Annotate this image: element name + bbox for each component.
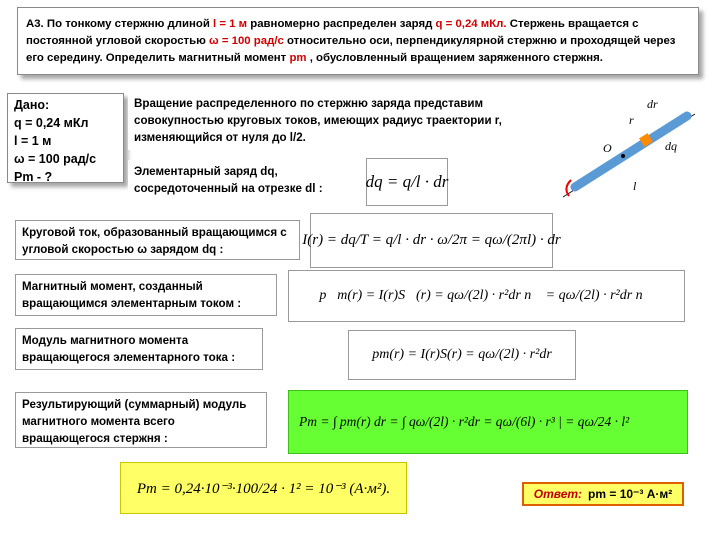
problem-text-1: По тонкому стержню длиной bbox=[46, 18, 210, 30]
axis-point bbox=[621, 154, 625, 158]
rod-diagram bbox=[555, 92, 705, 210]
step-5-text: Модуль магнитного момента вращающегося элементарного тока : bbox=[15, 328, 263, 370]
rod-diagram-svg bbox=[555, 92, 705, 210]
given-pm: Pm - ? bbox=[14, 170, 53, 184]
answer-box bbox=[522, 482, 684, 506]
formula-moment-scalar-text: pm(r) = I(r)S(r) = qω/(2l) · r²dr bbox=[372, 347, 552, 362]
given-q: q = 0,24 мКл bbox=[14, 116, 89, 130]
label-dr: dr bbox=[647, 97, 658, 111]
formula-total-text: Pm = ∫ pm(r) dr = ∫ qω/(2l) · r²dr = qω/(6l) · r³ | = qω/24 · l² bbox=[299, 414, 630, 429]
problem-text-5: , обусловленный вращением заряженного стержня. bbox=[309, 52, 603, 64]
step-3-text: Круговой ток, образованный вращающимся с угловой скоростью ω зарядом dq : bbox=[15, 220, 300, 260]
formula-current-text: I(r) = dq/T = q/l · dr · ω/2π = qω/(2πl) · dr bbox=[302, 232, 561, 248]
formula-moment-scalar bbox=[348, 330, 576, 380]
formula-moment-vector bbox=[288, 270, 685, 322]
answer-label: Ответ: bbox=[533, 487, 583, 501]
label-O: O bbox=[603, 141, 612, 155]
step-1-text: Вращение распределенного по стержню заряда представим совокупностью круговых токов, имеющих радиус траектории r, изменяющийся от нуля до l/2. bbox=[128, 92, 528, 150]
formula-total bbox=[288, 390, 688, 454]
formula-numeric-text: Pm = 0,24·10⁻³·100/24 · 1² = 10⁻³ (А·м²). bbox=[136, 480, 391, 497]
problem-text-3: Стержень вращается с постоянной угловой скоростью bbox=[26, 18, 639, 47]
label-dq: dq bbox=[665, 139, 677, 153]
formula-moment-vector-text: p⃗m(r) = I(r)S⃗(r) = qω/(2l) · r²dr n⃗ = qω/(2l) · r²dr n⃗ bbox=[319, 288, 654, 303]
problem-text-2: равномерно распределен заряд bbox=[250, 18, 433, 30]
formula-current bbox=[302, 213, 561, 268]
label-l: l bbox=[633, 179, 637, 193]
charge-value: q = 0,24 мКл. bbox=[435, 18, 507, 30]
given-box bbox=[7, 93, 124, 183]
formula-dq bbox=[366, 158, 448, 206]
label-r: r bbox=[629, 113, 634, 127]
formula-numeric bbox=[120, 462, 407, 514]
omega-value: ω = 100 рад/с bbox=[209, 35, 284, 47]
step-2-text: Элементарный заряд dq, сосредоточенный на отрезке dl : bbox=[128, 160, 343, 200]
given-omega: ω = 100 рад/с bbox=[14, 152, 97, 166]
given-title: Дано: bbox=[14, 98, 50, 112]
given-l: l = 1 м bbox=[14, 134, 52, 148]
problem-label: А3. bbox=[26, 18, 44, 30]
answer-value: pm = 10⁻³ А·м² bbox=[588, 487, 673, 501]
step-6-text: Результирующий (суммарный) модуль магнитного момента всего вращающегося стержня : bbox=[15, 392, 267, 448]
length-value: l = 1 м bbox=[213, 18, 248, 30]
formula-dq-text: dq = q/l · dr bbox=[365, 172, 449, 191]
pm-symbol: pm bbox=[289, 52, 307, 64]
problem-text-4: относительно оси, перпендикулярной стержню и проходящей через его середину. Определить магнитный момент bbox=[26, 35, 676, 64]
step-4-text: Магнитный момент, созданный вращающимся элементарным током : bbox=[15, 274, 277, 316]
problem-statement bbox=[17, 7, 699, 75]
